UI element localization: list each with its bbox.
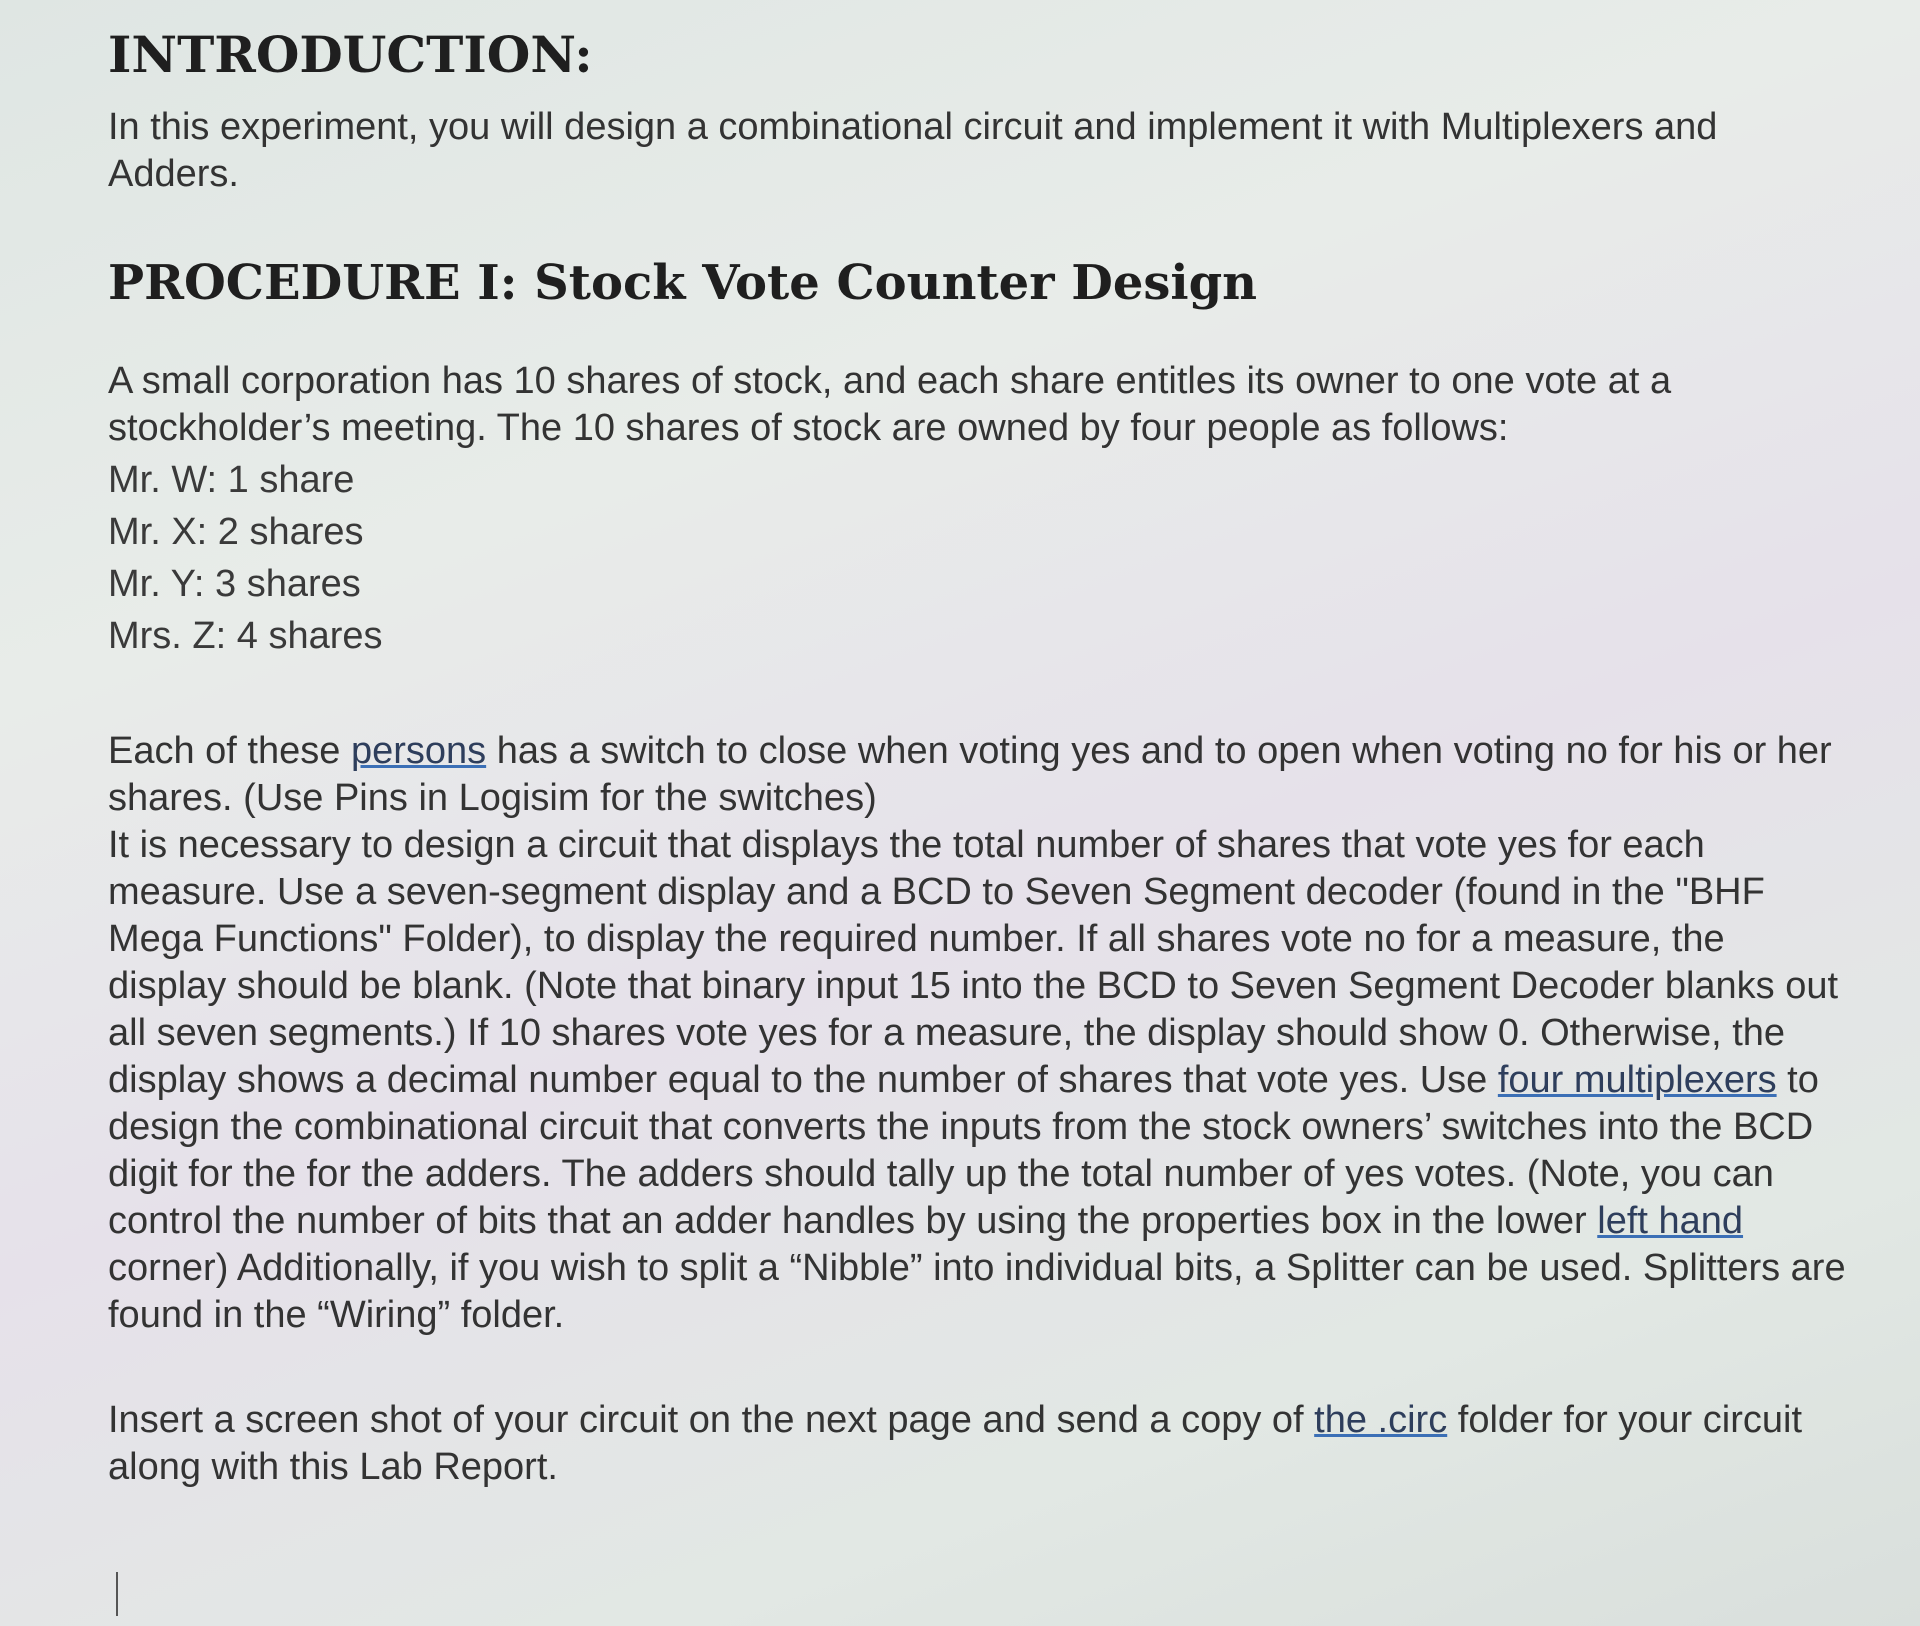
insert-text-post: folder for your circuit along with this Lab Report. — [108, 1399, 1803, 1488]
spellcheck-word-persons[interactable]: persons — [350, 730, 487, 772]
procedure-intro-text: A small corporation has 10 shares of stock, and each share entitles its owner to one vote at a stockholder’s meeting. The 10 shares of stock are owned by four people as follows: — [108, 360, 1672, 449]
owners-list — [108, 454, 1848, 662]
switch-text-pre: Each of these — [108, 730, 351, 772]
design-paragraph — [108, 822, 1848, 1339]
owner-item: Mr. W: 1 share — [108, 459, 355, 501]
insert-paragraph — [108, 1397, 1848, 1491]
introduction-heading: INTRODUCTION: — [108, 25, 593, 84]
text-cursor — [116, 1572, 118, 1616]
introduction-text: In this experiment, you will design a combinational circuit and implement it with Multiplexers and Adders. — [108, 106, 1718, 195]
spellcheck-word-four-multiplexers[interactable]: four multiplexers — [1497, 1059, 1777, 1101]
owner-item: Mr. Y: 3 shares — [108, 563, 361, 605]
design-text-part3: corner) Additionally, if you wish to split a “Nibble” into individual bits, a Splitter can be used. Splitters are found in the “Wiring” folder. — [108, 1247, 1846, 1336]
owner-item: Mrs. Z: 4 shares — [108, 615, 383, 657]
owner-item: Mr. X: 2 shares — [108, 511, 364, 553]
design-text-part2: to design the combinational circuit that converts the inputs from the stock owners’ switches into the BCD digit for the for the adders. The adders should tally up the total number of yes votes. (Note, you can control the number of bits that an adder handles by using the properties box in the lower — [108, 1059, 1819, 1242]
spellcheck-word-left-hand[interactable]: left hand — [1597, 1200, 1744, 1242]
spellcheck-word-the-circ[interactable]: the .circ — [1314, 1399, 1448, 1441]
insert-text-pre: Insert a screen shot of your circuit on the next page and send a copy of — [108, 1399, 1315, 1441]
document-page — [108, 20, 1848, 1491]
switch-paragraph — [108, 728, 1848, 822]
switch-text-post: has a switch to close when voting yes and to open when voting no for his or her shares. (Use Pins in Logisim for the switches) — [108, 730, 1832, 819]
design-text-part1: It is necessary to design a circuit that displays the total number of shares that vote yes for each measure. Use a seven-segment display and a BCD to Seven Segment decoder (found in the "BHF Mega Functions" Folder), to display the required number. If all shares vote no for a measure, the display should be blank. (Note that binary input 15 into the BCD to Seven Segment Decoder blanks out all seven segments.) If 10 shares vote yes for a measure, the display should show 0. Otherwise, the display shows a decimal number equal to the number of shares that vote yes. Use — [108, 824, 1839, 1101]
procedure-heading: PROCEDURE I: Stock Vote Counter Design — [108, 255, 1258, 311]
